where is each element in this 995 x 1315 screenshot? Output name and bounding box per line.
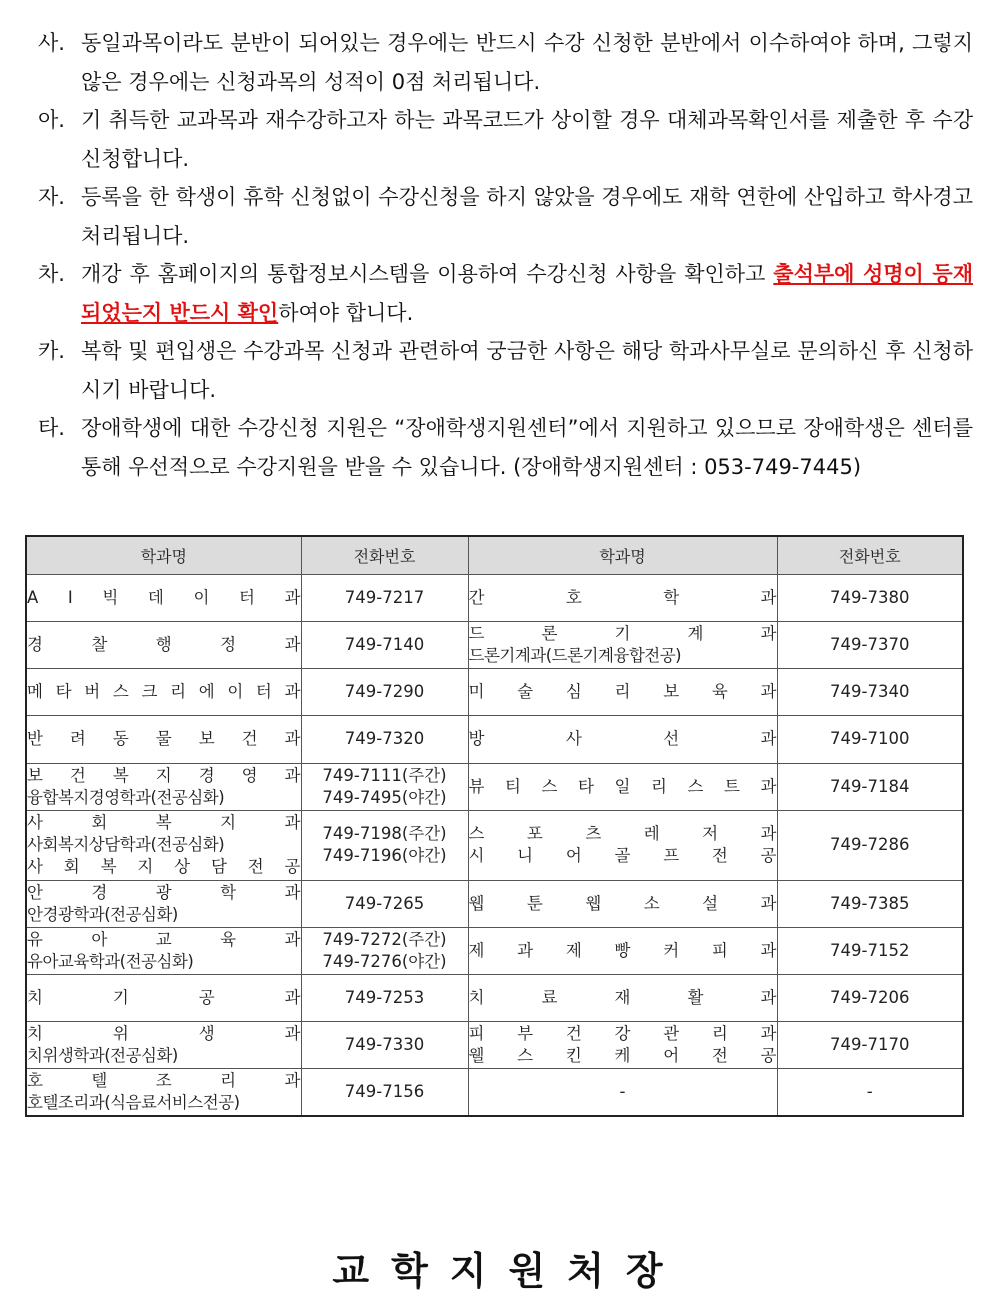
notice-paragraphs: [38, 24, 973, 486]
paragraph-marker: 자.: [38, 185, 65, 209]
header-phone-right: 전화번호: [777, 536, 963, 575]
dept-name-line: 시 니 어 골 프 전 공: [468, 846, 777, 866]
dept-name-cell: [468, 716, 777, 763]
phone-line: 749-7272(주간): [322, 930, 447, 949]
phone-cell: [777, 880, 963, 927]
dept-name-cell: [26, 575, 301, 622]
paragraph-ja: [38, 178, 973, 255]
paragraph-text: 기 취득한 교과목과 재수강하고자 하는 과목코드가 상이할 경우 대체과목확인서를 제출한 후 수강 신청합니다.: [81, 108, 973, 171]
dept-name-cell: [26, 927, 301, 974]
phone-cell: [301, 1069, 468, 1116]
dept-name-line: 치위생학과(전공심화): [27, 1046, 178, 1066]
dept-name-cell: [26, 975, 301, 1022]
dept-name-line: 사회복지상담학과(전공심화): [27, 835, 225, 855]
paragraph-text-after: 하여야 합니다.: [278, 300, 414, 325]
phone-line: 749-7340: [830, 682, 910, 702]
attendance-warning-highlight: 출석부에 성명이 등재되었는지 반드시 확인: [81, 262, 973, 325]
phone-line: 749-7286: [830, 835, 910, 855]
table-row: [26, 716, 963, 763]
table-row: [26, 975, 963, 1022]
phone-cell: [777, 622, 963, 669]
dept-name-line: 반 려 동 물 보 건 과: [27, 729, 301, 749]
phone-line: 749-7140: [344, 635, 425, 655]
phone-line: 749-7265: [344, 893, 425, 913]
dept-name-line: -: [619, 1082, 626, 1102]
phone-line: 749-7111(주간): [322, 765, 447, 785]
phone-cell: [301, 716, 468, 763]
dept-name-line: 웰 스 킨 케 어 전 공: [468, 1046, 777, 1066]
phone-line: 749-7380: [830, 588, 910, 608]
dept-name-cell: [26, 763, 301, 810]
dept-name-line: 드 론 기 계 과: [468, 624, 777, 644]
phone-line: 749-7495(야간): [322, 787, 447, 807]
table-row: [26, 763, 963, 810]
phone-line: 749-7206: [830, 988, 910, 1008]
phone-cell: [777, 1069, 963, 1116]
dept-name-line: 호 텔 조 리 과: [27, 1071, 301, 1091]
dept-name-cell: [468, 1069, 777, 1116]
table-body: [26, 575, 963, 1117]
dept-name-line: 안 경 광 학 과: [27, 882, 301, 902]
table-row: [26, 575, 963, 622]
phone-cell: [301, 575, 468, 622]
dept-name-cell: [468, 810, 777, 880]
dept-name-line: 방 사 선 과: [468, 729, 777, 749]
dept-name-line: 유아교육학과(전공심화): [27, 952, 194, 971]
paragraph-sa: [38, 24, 973, 101]
header-phone-left: 전화번호: [301, 536, 468, 575]
phone-line: 749-7253: [344, 988, 425, 1008]
paragraph-ta: [38, 409, 973, 486]
dept-name-cell: [468, 575, 777, 622]
table-row: [26, 1069, 963, 1116]
dept-name-line: 간 호 학 과: [468, 588, 777, 608]
paragraph-cha: [38, 255, 973, 332]
phone-line: 749-7170: [830, 1035, 910, 1055]
dept-name-cell: [468, 669, 777, 716]
dept-name-line: 드론기계과(드론기계융합전공): [468, 646, 682, 666]
dept-name-cell: [468, 975, 777, 1022]
phone-line: 749-7100: [830, 729, 910, 749]
phone-line: 749-7370: [830, 635, 910, 655]
phone-line: 749-7198(주간): [322, 824, 447, 844]
dept-name-line: 치 료 재 활 과: [468, 988, 777, 1008]
table-row: [26, 622, 963, 669]
dept-name-line: 호텔조리과(식음료서비스전공): [27, 1093, 240, 1113]
phone-cell: [777, 763, 963, 810]
phone-line: 749-7184: [830, 776, 910, 796]
dept-name-line: 사 회 복 지 상 담 전 공: [27, 857, 301, 877]
dept-name-line: 뷰 티 스 타 일 리 스 트 과: [468, 776, 777, 796]
header-dept-name-left: 학과명: [26, 536, 301, 575]
paragraph-marker: 아.: [38, 108, 65, 132]
dept-name-cell: [26, 669, 301, 716]
dept-name-cell: [468, 622, 777, 669]
dept-name-cell: [26, 1069, 301, 1116]
issuer-signature: 교학지원처장: [332, 1249, 685, 1293]
phone-cell: [777, 927, 963, 974]
department-phone-table: [25, 535, 964, 1117]
dept-name-line: 제 과 제 빵 커 피 과: [468, 941, 777, 960]
dept-name-cell: [468, 763, 777, 810]
dept-name-line: 치 기 공 과: [27, 988, 301, 1008]
paragraph-a: [38, 101, 973, 178]
paragraph-text-before: 개강 후 홈페이지의 통합정보시스템을 이용하여 수강신청 사항을 확인하고: [81, 262, 774, 286]
dept-name-cell: [26, 880, 301, 927]
phone-cell: [301, 927, 468, 974]
dept-name-line: 미 술 심 리 보 육 과: [468, 682, 777, 702]
phone-cell: [777, 669, 963, 716]
phone-cell: [301, 669, 468, 716]
dept-name-cell: [26, 716, 301, 763]
table-row: [26, 1022, 963, 1069]
paragraph-marker: 타.: [38, 416, 65, 440]
phone-line: 749-7196(야간): [322, 846, 447, 866]
paragraph-marker: 카.: [38, 339, 65, 363]
dept-name-line: 융합복지경영학과(전공심화): [27, 787, 225, 807]
paragraph-text: 복학 및 편입생은 수강과목 신청과 관련하여 궁금한 사항은 해당 학과사무실로 문의하신 후 신청하시기 바랍니다.: [81, 339, 973, 402]
paragraph-text: 장애학생에 대한 수강신청 지원은 “장애학생지원센터”에서 지원하고 있으므로 장애학생은 센터를 통해 우선적으로 수강지원을 받을 수 있습니다. (장애학생지원센터 : 053-749-7445): [81, 416, 973, 479]
phone-cell: [777, 975, 963, 1022]
paragraph-text: 동일과목이라도 분반이 되어있는 경우에는 반드시 수강 신청한 분반에서 이수하여야 하며, 그렇지 않은 경우에는 신청과목의 성적이 0점 처리됩니다.: [81, 31, 973, 94]
phone-cell: [777, 1022, 963, 1069]
dept-name-line: 치 위 생 과: [27, 1024, 301, 1044]
phone-cell: [777, 810, 963, 880]
phone-line: -: [866, 1082, 873, 1102]
phone-line: 749-7152: [830, 941, 910, 960]
table-row: [26, 927, 963, 974]
dept-name-line: 안경광학과(전공심화): [27, 904, 178, 924]
phone-cell: [301, 763, 468, 810]
dept-name-cell: [468, 927, 777, 974]
phone-line: 749-7217: [344, 588, 425, 608]
phone-line: 749-7290: [344, 682, 425, 702]
phone-cell: [777, 716, 963, 763]
dept-name-line: 보 건 복 지 경 영 과: [27, 765, 301, 785]
dept-name-line: A I 빅 데 이 터 과: [27, 588, 301, 608]
dept-name-line: 경 찰 행 정 과: [27, 635, 301, 655]
paragraph-marker: 사.: [38, 31, 65, 55]
phone-cell: [301, 880, 468, 927]
table-row: [26, 880, 963, 927]
paragraph-text: 등록을 한 학생이 휴학 신청없이 수강신청을 하지 않았을 경우에도 재학 연한에 산입하고 학사경고 처리됩니다.: [81, 185, 973, 248]
phone-line: 749-7276(야간): [322, 952, 447, 971]
dept-name-line: 사 회 복 지 과: [27, 813, 301, 833]
phone-cell: [777, 575, 963, 622]
dept-name-line: 메 타 버 스 크 리 에 이 터 과: [27, 682, 301, 702]
dept-name-line: 스 포 츠 레 저 과: [468, 824, 777, 844]
phone-cell: [301, 810, 468, 880]
phone-cell: [301, 622, 468, 669]
phone-line: 749-7320: [344, 729, 425, 749]
phone-line: 749-7385: [830, 893, 910, 913]
dept-name-cell: [468, 1022, 777, 1069]
dept-name-line: 유 아 교 육 과: [27, 930, 301, 949]
phone-line: 749-7156: [344, 1082, 425, 1102]
dept-name-cell: [26, 810, 301, 880]
paragraph-text: [81, 255, 973, 332]
dept-name-line: 피 부 건 강 관 리 과: [468, 1024, 777, 1044]
paragraph-marker: 차.: [38, 262, 65, 286]
dept-name-line: 웹 툰 웹 소 설 과: [468, 893, 777, 913]
phone-cell: [301, 1022, 468, 1069]
paragraph-ka: [38, 332, 973, 409]
dept-name-cell: [468, 880, 777, 927]
table-row: [26, 810, 963, 880]
phone-line: 749-7330: [344, 1035, 425, 1055]
table-row: [26, 669, 963, 716]
header-dept-name-right: 학과명: [468, 536, 777, 575]
dept-name-cell: [26, 622, 301, 669]
dept-name-cell: [26, 1022, 301, 1069]
table-header-row: [26, 536, 963, 575]
phone-cell: [301, 975, 468, 1022]
